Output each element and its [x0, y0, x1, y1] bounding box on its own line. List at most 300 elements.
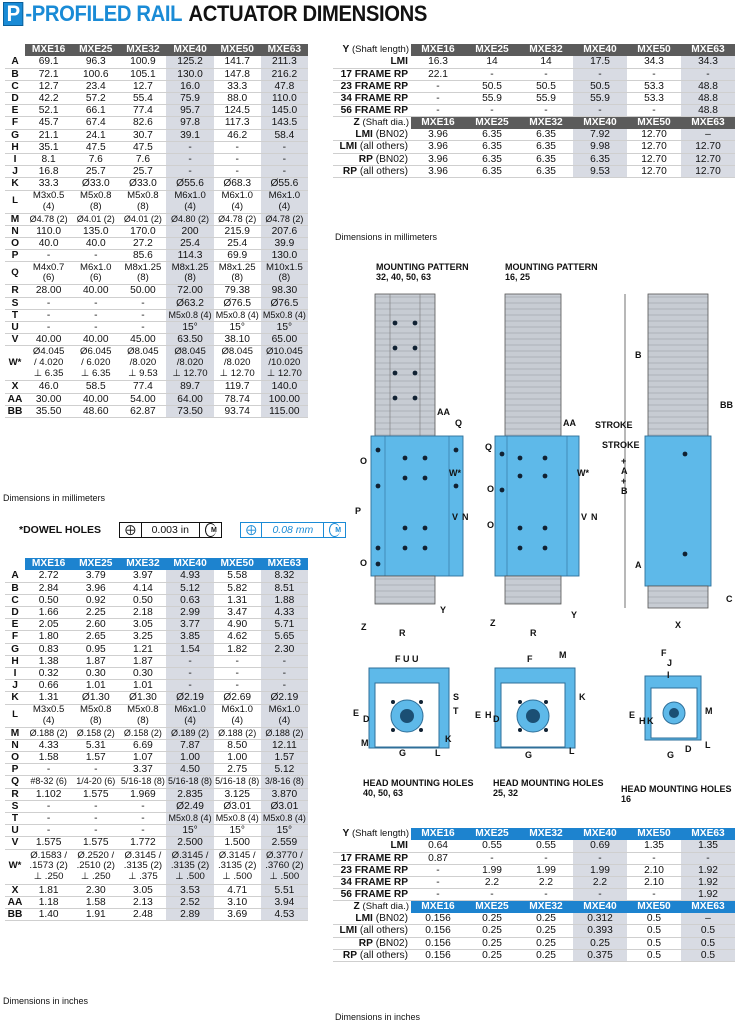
row-label-cell: V [5, 334, 25, 346]
row-label-cell: D [5, 606, 25, 618]
svg-text:O: O [487, 520, 495, 530]
table-row [5, 655, 308, 667]
value-cell: 1.575 [25, 837, 72, 849]
value-cell: 64.00 [166, 393, 213, 405]
inch-table-note: Dimensions in inches [3, 996, 89, 1006]
value-cell: 2.10 [627, 864, 681, 876]
mm-table-note: Dimensions in millimeters [3, 493, 106, 503]
value-cell: M6x1.0 (4) [261, 190, 308, 213]
svg-text:D: D [363, 714, 370, 724]
value-cell: Ø2.19 [166, 692, 213, 704]
value-cell: Ø76.5 [214, 297, 261, 309]
value-cell: 7.92 [573, 129, 627, 141]
value-cell: 5/16-18 (8) [215, 776, 260, 787]
value-cell: 48.8 [681, 80, 735, 92]
row-label-cell: P [5, 764, 25, 776]
value-cell: - [72, 825, 119, 837]
value-cell: - [25, 800, 72, 812]
row-label-cell: H [5, 655, 25, 667]
value-cell: 0.312 [573, 913, 627, 925]
value-cell: 1.40 [25, 908, 72, 920]
value-cell: 25.7 [72, 166, 119, 178]
table-row [5, 262, 308, 285]
value-cell: 98.30 [261, 285, 308, 297]
row-label-cell: V [5, 837, 25, 849]
column-header: MXE40 [573, 117, 627, 129]
column-header: MXE50 [627, 44, 681, 56]
value-cell: M5x0.8 (4) [214, 309, 261, 321]
title-blue-part: -PROFILED RAIL [25, 1, 183, 26]
table-row [5, 285, 308, 297]
value-cell: 12.70 [627, 141, 681, 153]
value-cell: 1.88 [261, 594, 308, 606]
table-row [5, 606, 308, 618]
value-cell: - [627, 889, 681, 901]
svg-text:O: O [360, 456, 368, 466]
value-cell: - [627, 852, 681, 864]
value-cell: - [519, 852, 573, 864]
value-cell: 48.8 [681, 105, 735, 117]
row-label-cell: RP (BN02) [333, 937, 411, 949]
value-cell: 2.65 [72, 631, 119, 643]
value-cell: - [25, 321, 72, 333]
column-header: MXE16 [411, 828, 465, 840]
value-cell: 0.5 [627, 913, 681, 925]
value-cell: 0.5 [681, 937, 735, 949]
value-cell: 97.8 [166, 117, 213, 129]
value-cell: 78.74 [214, 393, 261, 405]
value-cell: 0.25 [465, 949, 519, 961]
head-holes-3-label: HEAD MOUNTING HOLES 16 [621, 784, 732, 804]
value-cell: 0.156 [411, 949, 465, 961]
svg-text:M: M [705, 706, 713, 716]
value-cell: 3.96 [411, 141, 465, 153]
table-row [333, 92, 735, 104]
value-cell: Ø.3145 / .3135 (2) ⊥ .375 [119, 849, 166, 884]
value-cell: 5/16-18 (8) [168, 776, 213, 787]
svg-text:+: + [621, 476, 627, 486]
value-cell: 14 [519, 56, 573, 68]
value-cell: M8x1.25 (8) [214, 262, 261, 285]
value-cell: 1.772 [119, 837, 166, 849]
svg-text:L: L [435, 748, 441, 758]
value-cell: 0.5 [627, 937, 681, 949]
value-cell: - [411, 105, 465, 117]
value-cell: 1.38 [25, 655, 72, 667]
value-cell: - [166, 680, 213, 692]
value-cell: 89.7 [166, 381, 213, 393]
value-cell: 2.30 [261, 643, 308, 655]
value-cell: 3.69 [214, 908, 261, 920]
table-row [5, 800, 308, 812]
value-cell: 0.55 [465, 840, 519, 852]
value-cell: 85.6 [119, 250, 166, 262]
title-black-part: ACTUATOR DIMENSIONS [188, 1, 428, 26]
table-row [333, 889, 735, 901]
table-row [5, 381, 308, 393]
value-cell: - [119, 812, 166, 824]
value-cell: 5/16-18 (8) [120, 776, 165, 787]
value-cell: 47.5 [72, 141, 119, 153]
tolerance-inch-value [142, 523, 200, 537]
value-cell: Ø.158 (2) [119, 727, 166, 739]
row-label-cell: O [5, 751, 25, 763]
value-cell: 0.5 [681, 949, 735, 961]
value-cell: 21.1 [25, 129, 72, 141]
shaft-inch-note: Dimensions in inches [335, 1012, 421, 1022]
column-header: MXE16 [411, 901, 465, 913]
row-label-cell: L [5, 190, 25, 213]
value-cell: 1.35 [627, 840, 681, 852]
value-cell: 3.870 [261, 788, 308, 800]
actuator-front-view-1 [355, 294, 469, 638]
svg-text:P: P [355, 506, 362, 516]
mmc-letter: M [205, 523, 216, 537]
svg-text:AA: AA [563, 418, 576, 428]
table-row [5, 237, 308, 249]
title-logo-p: P [3, 2, 23, 26]
value-cell: - [411, 80, 465, 92]
value-cell: M3x0.5 (4) [25, 704, 72, 727]
head-holes-2-label: HEAD MOUNTING HOLES 25, 32 [493, 778, 604, 798]
value-cell: - [166, 166, 213, 178]
value-cell: M8x1.25 (8) [166, 262, 213, 285]
value-cell: - [119, 800, 166, 812]
table-row [5, 178, 308, 190]
value-cell: 1.87 [119, 655, 166, 667]
row-label-cell: T [5, 309, 25, 321]
table-row [5, 727, 308, 739]
value-cell: Ø8.045 /8.020 ⊥ 9.53 [119, 346, 166, 381]
value-cell: 1.21 [119, 643, 166, 655]
row-label-cell: 56 FRAME RP [333, 105, 411, 117]
value-cell: 140.0 [261, 381, 308, 393]
value-cell: 1.92 [681, 864, 735, 876]
svg-text:U: U [403, 654, 410, 664]
value-cell: 7.6 [119, 153, 166, 165]
value-cell: 1.58 [72, 896, 119, 908]
row-label-cell: P [5, 250, 25, 262]
value-cell: 2.25 [72, 606, 119, 618]
value-cell: 12.7 [119, 80, 166, 92]
value-cell: 7.87 [166, 739, 213, 751]
table-row [5, 80, 308, 92]
value-cell: - [25, 812, 72, 824]
value-cell: Ø33.0 [72, 178, 119, 190]
svg-text:V: V [581, 512, 588, 522]
table-row [5, 225, 308, 237]
row-label-cell: E [5, 105, 25, 117]
value-cell: 15° [214, 321, 261, 333]
value-cell: 45.00 [119, 334, 166, 346]
value-cell: 3.05 [119, 884, 166, 896]
value-cell: 5.12 [261, 764, 308, 776]
value-cell: 8.32 [261, 570, 308, 582]
value-cell: 0.55 [519, 840, 573, 852]
value-cell: M5x0.8 (8) [72, 704, 119, 727]
value-cell: 12.70 [681, 141, 735, 153]
svg-text:A: A [621, 466, 628, 476]
column-header: MXE50 [214, 558, 261, 570]
value-cell: 115.00 [261, 405, 308, 417]
value-cell: 2.52 [166, 896, 213, 908]
table-row [5, 825, 308, 837]
value-cell: Ø.188 (2) [261, 727, 308, 739]
value-cell: 3.97 [119, 570, 166, 582]
column-header: MXE32 [519, 44, 573, 56]
column-header: MXE63 [261, 558, 308, 570]
table-row [333, 141, 735, 153]
value-cell: M6x1.0 (6) [72, 262, 119, 285]
table-row [5, 153, 308, 165]
shaft-inch-table [333, 828, 735, 962]
value-cell: 3.25 [119, 631, 166, 643]
value-cell: 25.4 [214, 237, 261, 249]
value-cell: 3.96 [411, 153, 465, 165]
table-header-row [333, 44, 735, 56]
value-cell: 15° [166, 825, 213, 837]
value-cell: 6.69 [119, 739, 166, 751]
value-cell: 119.7 [214, 381, 261, 393]
table-row [5, 166, 308, 178]
table-row [333, 56, 735, 68]
value-cell: - [214, 680, 261, 692]
column-header: MXE32 [519, 828, 573, 840]
value-cell: 5.65 [261, 631, 308, 643]
row-label-cell: LMI [333, 56, 411, 68]
value-cell: M6x1.0 (4) [261, 704, 308, 727]
column-header: MXE32 [519, 901, 573, 913]
value-cell: - [519, 105, 573, 117]
row-label-cell: RP (all others) [333, 949, 411, 961]
value-cell: 40.0 [25, 237, 72, 249]
value-cell: 6.35 [519, 153, 573, 165]
value-cell: - [411, 864, 465, 876]
value-cell: 8.1 [25, 153, 72, 165]
svg-text:+: + [621, 456, 627, 466]
value-cell: 1.82 [214, 643, 261, 655]
column-header: MXE63 [681, 901, 735, 913]
value-cell: 130.0 [261, 250, 308, 262]
value-cell: - [261, 153, 308, 165]
value-cell: Ø55.6 [261, 178, 308, 190]
value-cell: 6.35 [465, 165, 519, 177]
row-label-cell: 23 FRAME RP [333, 80, 411, 92]
value-cell: 1.07 [119, 751, 166, 763]
value-cell: M4x0.7 (6) [25, 262, 72, 285]
value-cell: 6.35 [519, 141, 573, 153]
value-cell: 17.5 [573, 56, 627, 68]
row-label-cell: BB [5, 405, 25, 417]
value-cell: M5x0.8 (8) [72, 190, 119, 213]
value-cell: M6x1.0 (4) [214, 704, 261, 727]
row-label-cell: C [5, 594, 25, 606]
table-row [333, 68, 735, 80]
value-cell: 12.70 [681, 165, 735, 177]
column-header: MXE16 [25, 558, 72, 570]
value-cell: 9.98 [573, 141, 627, 153]
value-cell: 207.6 [261, 225, 308, 237]
value-cell: 4.90 [214, 619, 261, 631]
table-row [5, 56, 308, 68]
value-cell: 0.375 [573, 949, 627, 961]
value-cell: 34.3 [681, 56, 735, 68]
row-label-cell: 17 FRAME RP [333, 852, 411, 864]
value-cell: - [72, 764, 119, 776]
value-cell: 1/4-20 (6) [72, 776, 119, 788]
row-label-cell: D [5, 92, 25, 104]
value-cell: 57.2 [72, 92, 119, 104]
value-cell: 0.25 [465, 925, 519, 937]
value-cell: 2.84 [25, 582, 72, 594]
value-cell: 72.1 [25, 68, 72, 80]
value-cell: - [261, 680, 308, 692]
value-cell: 0.25 [519, 925, 573, 937]
value-cell: 40.0 [72, 237, 119, 249]
value-cell: 27.2 [119, 237, 166, 249]
row-label-cell: W* [5, 346, 25, 381]
value-cell: 15° [261, 321, 308, 333]
value-cell: Ø8.045 /8.020 ⊥ 12.70 [214, 346, 261, 381]
value-cell: 16.0 [166, 80, 213, 92]
position-tolerance-inch [119, 522, 222, 538]
row-label-cell: A [5, 570, 25, 582]
value-cell: 25.7 [119, 166, 166, 178]
table-row [5, 129, 308, 141]
value-cell: 12.70 [681, 153, 735, 165]
value-cell: Ø4.78 (2) [25, 213, 72, 225]
value-cell: 141.7 [214, 56, 261, 68]
value-cell: Ø.3145 / .3135 (2) ⊥ .500 [166, 849, 213, 884]
value-cell: - [465, 889, 519, 901]
table-row [5, 570, 308, 582]
value-cell: 66.1 [72, 105, 119, 117]
row-label-cell: J [5, 680, 25, 692]
value-cell: 40.00 [72, 393, 119, 405]
table-row [333, 925, 735, 937]
value-cell: 14 [465, 56, 519, 68]
svg-text:STROKE: STROKE [602, 440, 640, 450]
table-row [5, 812, 308, 824]
column-header: MXE50 [627, 828, 681, 840]
table-row [5, 849, 308, 884]
value-cell: 3/8-16 (8) [261, 776, 308, 788]
value-cell: 3.53 [166, 884, 213, 896]
head-mounting-holes-2 [475, 650, 586, 760]
svg-text:D: D [493, 714, 500, 724]
value-cell: 62.87 [119, 405, 166, 417]
value-cell: Ø1.30 [72, 692, 119, 704]
value-cell: 6.35 [465, 153, 519, 165]
column-header: MXE40 [573, 901, 627, 913]
table-row [5, 704, 308, 727]
value-cell: 35.50 [25, 405, 72, 417]
value-cell: 45.7 [25, 117, 72, 129]
value-cell: Ø68.3 [214, 178, 261, 190]
row-label-cell: 56 FRAME RP [333, 889, 411, 901]
value-cell: 3.37 [119, 764, 166, 776]
value-cell: 0.50 [25, 594, 72, 606]
row-label-cell: LMI (all others) [333, 925, 411, 937]
value-cell: Ø2.69 [214, 692, 261, 704]
value-cell: 1.575 [72, 837, 119, 849]
value-cell: 0.156 [411, 937, 465, 949]
svg-text:F: F [661, 648, 667, 658]
svg-text:X: X [675, 620, 682, 630]
table-row [333, 129, 735, 141]
svg-text:K: K [579, 692, 586, 702]
value-cell: 2.89 [166, 908, 213, 920]
position-icon: ⨁ [241, 523, 263, 537]
tol-in-text: 0.003 in [151, 524, 189, 536]
row-label-cell: 23 FRAME RP [333, 864, 411, 876]
value-cell: Ø1.30 [119, 692, 166, 704]
value-cell: M5x0.8 (4) [261, 309, 308, 321]
value-cell: 0.64 [411, 840, 465, 852]
value-cell: 200 [166, 225, 213, 237]
value-cell: 130.0 [166, 68, 213, 80]
value-cell: 2.99 [166, 606, 213, 618]
header-label-cell: Z (Shaft dia.) [333, 117, 411, 129]
value-cell: 40.00 [72, 334, 119, 346]
table-row [5, 594, 308, 606]
value-cell: 135.0 [72, 225, 119, 237]
value-cell: - [214, 667, 261, 679]
mmc-icon [200, 523, 221, 537]
value-cell: 46.2 [214, 129, 261, 141]
row-label-cell: K [5, 178, 25, 190]
column-header: MXE25 [465, 901, 519, 913]
value-cell: Ø6.045 / 6.020 ⊥ 6.35 [72, 346, 119, 381]
value-cell: Ø.1583 / .1573 (2) ⊥ .250 [25, 849, 72, 884]
value-cell: 0.5 [627, 925, 681, 937]
value-cell: - [119, 297, 166, 309]
value-cell: 69.9 [214, 250, 261, 262]
svg-text:K: K [445, 734, 452, 744]
actuator-dimension-drawing [345, 258, 737, 814]
column-header: MXE40 [166, 44, 213, 56]
value-cell: 47.8 [261, 80, 308, 92]
value-cell: 2.13 [119, 896, 166, 908]
value-cell: 110.0 [25, 225, 72, 237]
value-cell: 1.99 [519, 864, 573, 876]
header-label-cell: Z (Shaft dia.) [333, 901, 411, 913]
row-label-cell: N [5, 225, 25, 237]
value-cell: 0.63 [166, 594, 213, 606]
value-cell: 147.8 [214, 68, 261, 80]
value-cell: 1.66 [25, 606, 72, 618]
value-cell: 4.50 [166, 764, 213, 776]
table-row [5, 896, 308, 908]
value-cell: 3.125 [214, 788, 261, 800]
value-cell: - [411, 92, 465, 104]
row-label-cell: RP (all others) [333, 165, 411, 177]
row-label-cell: L [5, 704, 25, 727]
header-label-cell [5, 558, 25, 570]
value-cell: 40.00 [72, 285, 119, 297]
svg-text:Q: Q [485, 442, 493, 452]
value-cell: 216.2 [261, 68, 308, 80]
column-header: MXE63 [681, 44, 735, 56]
value-cell: 3.94 [261, 896, 308, 908]
svg-text:M: M [361, 738, 369, 748]
value-cell: 0.83 [25, 643, 72, 655]
value-cell: 58.5 [72, 381, 119, 393]
value-cell: Ø.188 (2) [25, 727, 72, 739]
table-row [333, 80, 735, 92]
svg-text:E: E [629, 710, 636, 720]
row-label-cell: B [5, 582, 25, 594]
